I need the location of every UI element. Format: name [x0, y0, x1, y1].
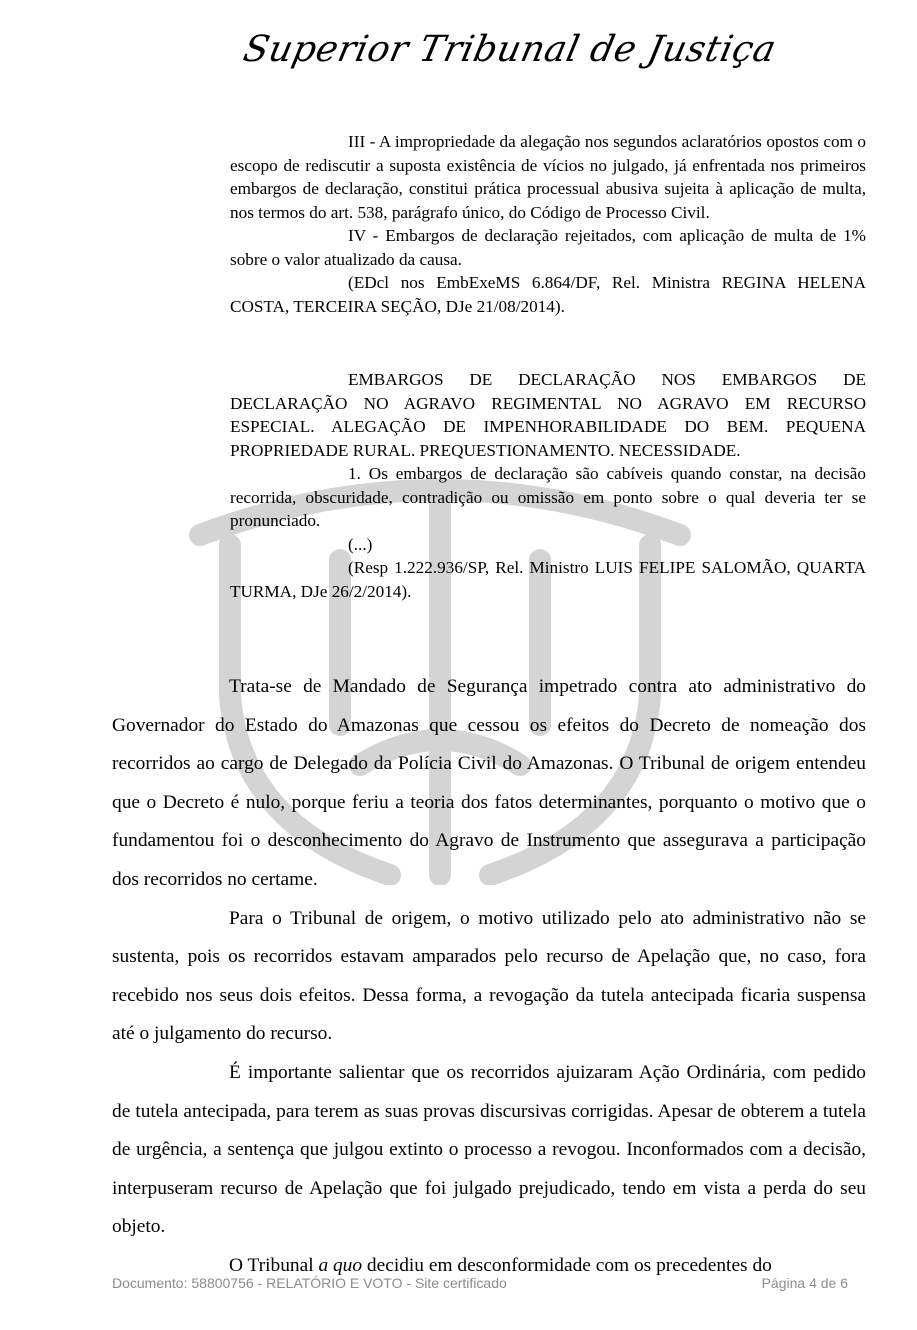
body-paragraph-3: É importante salientar que os recorridos ajuizaram Ação Ordinária, com pedido de tutela antecipada, para terem as suas provas discursivas corrigidas. Apesar de obterem a tutela de urgência, a sentença que julgou extinto o processo a revogou. Inconformados com a decisão, interpuseram recurso de Apelação que foi julgado prejudicado, tendo em vista a perda do seu objeto. [112, 1061, 866, 1238]
court-name-header: Superior Tribunal de Justiça [239, 29, 780, 70]
body-paragraph-2: Para o Tribunal de origem, o motivo utilizado pelo ato administrativo não se sustenta, pois os recorridos estavam amparados pelo recurso de Apelação que, no caso, fora recebido nos seus dois efeitos. Dessa forma, a revogação da tutela antecipada ficaria suspensa até o julgamento do recurso. [112, 907, 866, 1045]
page-footer [112, 1275, 848, 1295]
body-text [112, 668, 866, 1286]
quote-item-iii: III - A impropriedade da alegação nos segundos aclaratórios opostos com o escopo de rediscutir a suposta existência de vícios no julgado, já enfrentada nos primeiros embargos de declaração, constitui prática processual abusiva sujeita à aplicação de multa, nos termos do art. 538, parágrafo único, do Código de Processo Civil. [230, 132, 866, 222]
quote-reference: (EDcl nos EmbExeMS 6.864/DF, Rel. Ministra REGINA HELENA COSTA, TERCEIRA SEÇÃO, DJe 21/08/2014). [230, 273, 866, 316]
body-paragraph-1: Trata-se de Mandado de Segurança impetrado contra ato administrativo do Governador do Estado do Amazonas que cessou os efeitos do Decreto de nomeação dos recorridos ao cargo de Delegado da Polícia Civil do Amazonas. O Tribunal de origem entendeu que o Decreto é nulo, porque feriu a teoria dos fatos determinantes, porquanto o motivo que o fundamentou foi o desconhecimento do Agravo de Instrumento que assegurava a participação dos recorridos no certame. [112, 676, 866, 890]
body-paragraph-4: O Tribunal a quo decidiu em desconformidade com os precedentes do [229, 1254, 772, 1276]
footer-document-info: Documento: 58800756 - RELATÓRIO E VOTO - Site certificado [112, 1275, 507, 1291]
quote-heading: EMBARGOS DE DECLARAÇÃO NOS EMBARGOS DE DECLARAÇÃO NO AGRAVO REGIMENTAL NO AGRAVO EM RECURSO ESPECIAL. ALEGAÇÃO DE IMPENHORABILIDADE DO BEM. PEQUENA PROPRIEDADE RURAL. PREQUESTIONAMENTO. NECESSIDADE. [230, 370, 866, 460]
quote-ellipsis: (...) [348, 534, 373, 554]
quote-reference: (Resp 1.222.936/SP, Rel. Ministro LUIS FELIPE SALOMÃO, QUARTA TURMA, DJe 26/2/2014). [230, 558, 866, 601]
quote-block-resp [230, 368, 866, 603]
footer-page-number: Página 4 de 6 [761, 1275, 848, 1291]
italic-term: a quo [318, 1254, 363, 1276]
quote-item-1: 1. Os embargos de declaração são cabíveis quando constar, na decisão recorrida, obscuridade, contradição ou omissão em ponto sobre o qual deveria ter se pronunciado. [230, 464, 866, 530]
quote-item-iv: IV - Embargos de declaração rejeitados, com aplicação de multa de 1% sobre o valor atualizado da causa. [230, 226, 866, 269]
quote-block-edcl [230, 130, 866, 318]
